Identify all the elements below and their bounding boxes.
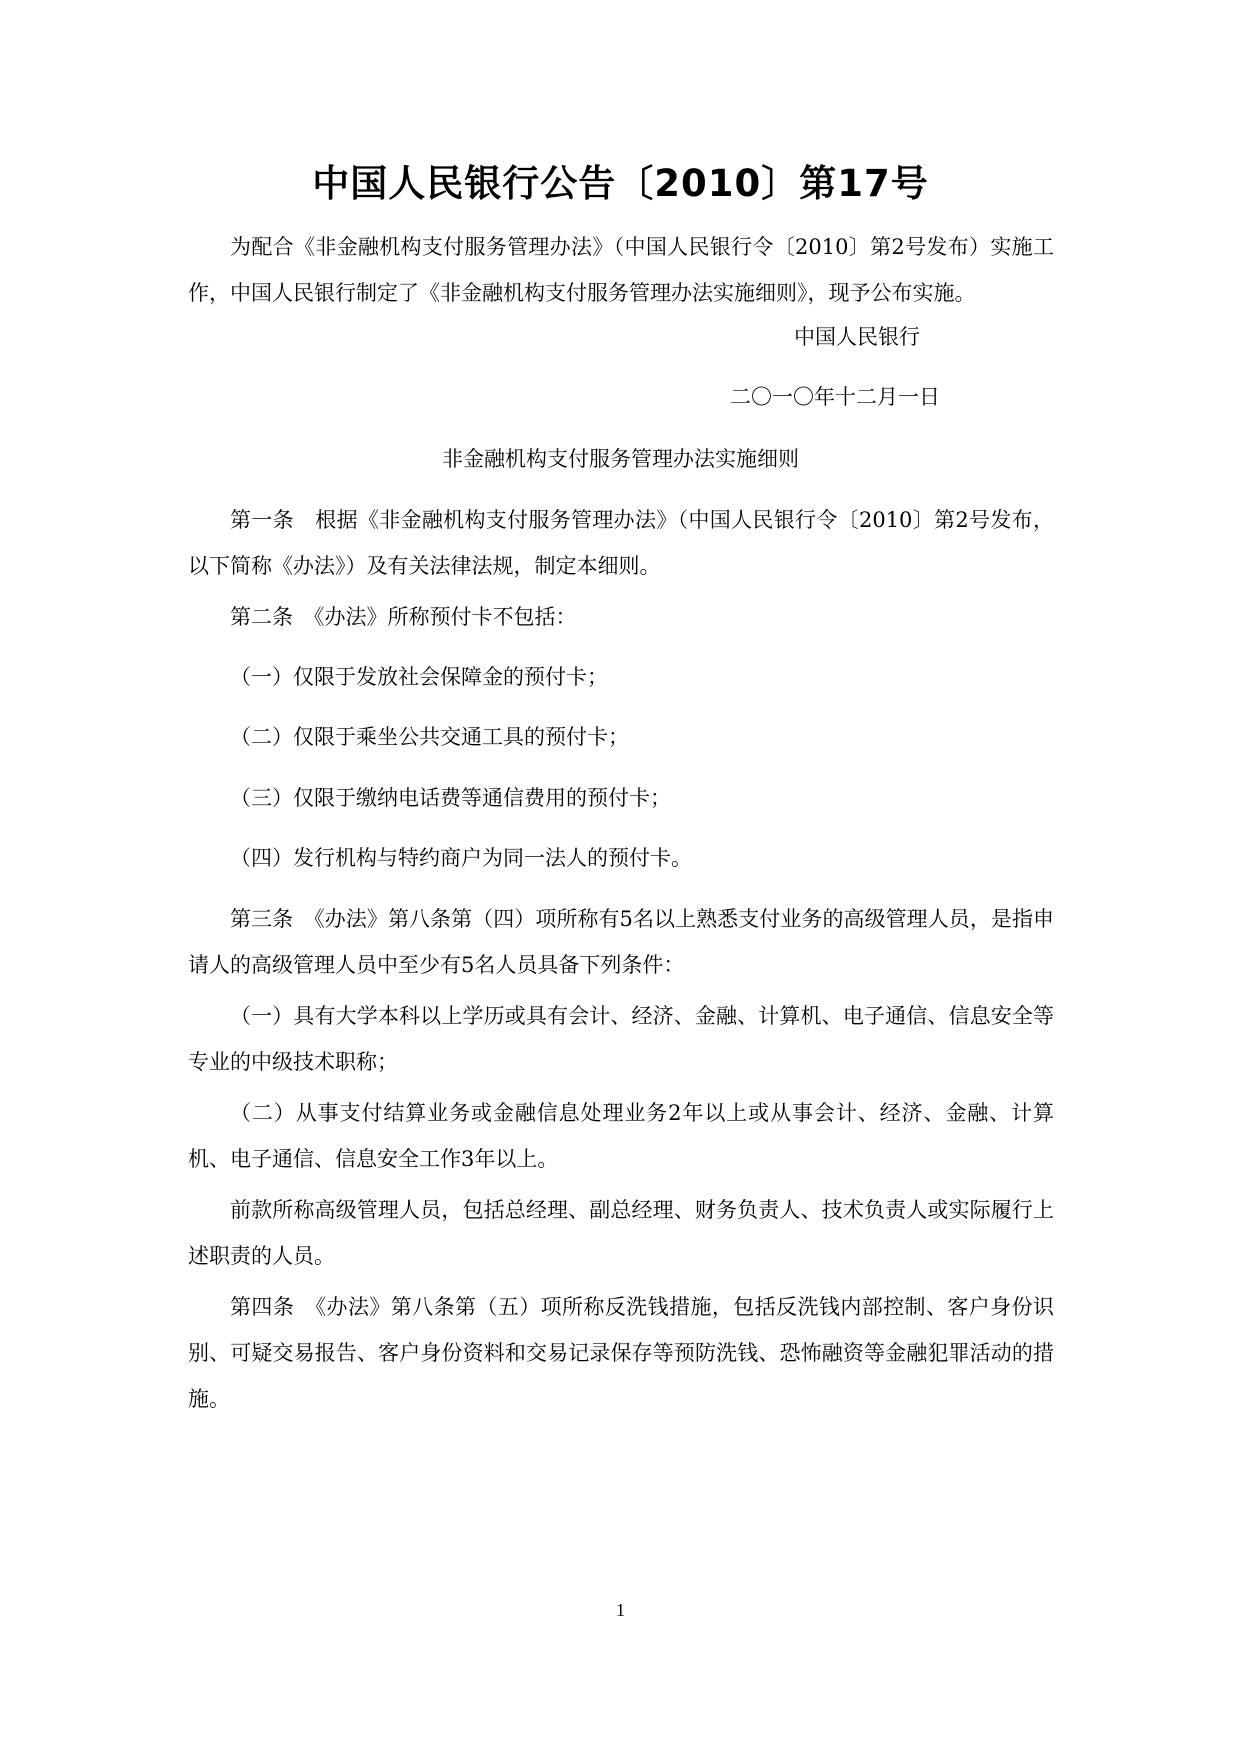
rules-title: 非金融机构支付服务管理办法实施细则	[442, 447, 799, 471]
article-2-item-1: （一）仅限于发放社会保障金的预付卡；	[230, 665, 608, 689]
document-title: 中国人民银行公告〔2010〕第17号	[312, 162, 929, 205]
page-number: 1	[616, 1600, 625, 1620]
article-4: 第四条 《办法》第八条第（五）项所称反洗钱措施，包括反洗钱内部控制、客户身份识别、可疑交易报告、客户身份资料和交易记录保存等预防洗钱、恐怖融资等金融犯罪活动的措施。	[188, 1295, 1054, 1411]
article-2: 第二条 《办法》所称预付卡不包括：	[230, 605, 577, 629]
article-3: 第三条 《办法》第八条第（四）项所称有5名以上熟悉支付业务的高级管理人员，是指申请人的高级管理人员中至少有5名人员具备下列条件：	[188, 907, 1054, 977]
article-1: 第一条 根据《非金融机构支付服务管理办法》（中国人民银行令〔2010〕第2号发布，以下简称《办法》）及有关法律法规，制定本细则。	[188, 508, 1054, 578]
intro-paragraph: 为配合《非金融机构支付服务管理办法》（中国人民银行令〔2010〕第2号发布）实施工作，中国人民银行制定了《非金融机构支付服务管理办法实施细则》，现予公布实施。	[188, 235, 1054, 305]
article-3-item-1: （一）具有大学本科以上学历或具有会计、经济、金融、计算机、电子通信、信息安全等专业的中级技术职称；	[188, 1004, 1054, 1074]
article-2-item-3: （三）仅限于缴纳电话费等通信费用的预付卡；	[230, 786, 671, 810]
article-2-item-4: （四）发行机构与特约商户为同一法人的预付卡。	[230, 846, 692, 870]
issuer-signature: 中国人民银行	[794, 325, 920, 349]
issue-date: 二〇一〇年十二月一日	[730, 385, 940, 409]
article-3-note: 前款所称高级管理人员，包括总经理、副总经理、财务负责人、技术负责人或实际履行上述职责的人员。	[188, 1198, 1054, 1268]
article-2-item-2: （二）仅限于乘坐公共交通工具的预付卡；	[230, 725, 629, 749]
article-3-item-2: （二）从事支付结算业务或金融信息处理业务2年以上或从事会计、经济、金融、计算机、电子通信、信息安全工作3年以上。	[188, 1101, 1054, 1171]
